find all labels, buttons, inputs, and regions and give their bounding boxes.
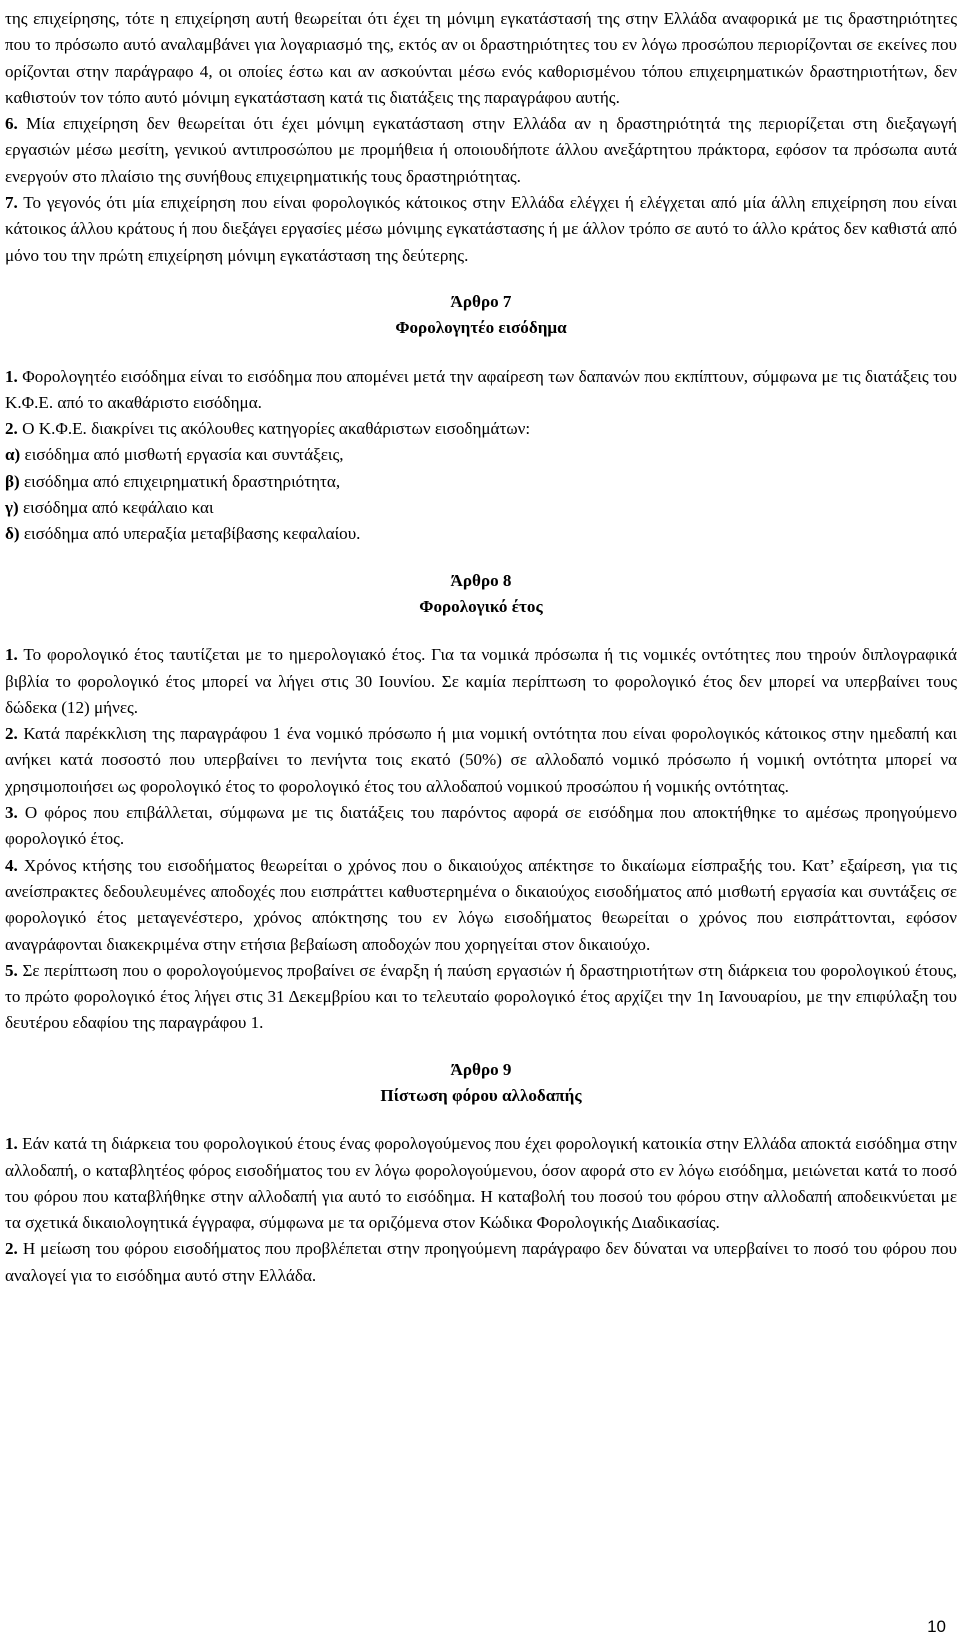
article-7-item-d <box>5 521 957 547</box>
paragraph-number: 6. <box>5 114 18 134</box>
article-9-heading: Άρθρο 9 <box>450 1059 512 1079</box>
item-text: εισόδημα από μισθωτή εργασία και συντάξεις, <box>24 445 344 465</box>
paragraph-number: 2. <box>5 419 18 439</box>
article-8-title: Φορολογικό έτος <box>419 596 543 616</box>
item-letter: α) <box>5 445 21 465</box>
article-8-paragraph-5 <box>5 958 957 1037</box>
paragraph-text: Το φορολογικό έτος ταυτίζεται με το ημερολογιακό έτος. Για τα νομικά πρόσωπα ή τις νομικές οντότητες που τηρούν διπλογραφικά βιβλία το φορολογικό έτος μπορεί να λήγει στις 30 Ιουνίου. Σε καμία περίπτωση το φορολογικό έτος δεν μπορεί να υπερβαίνει τους δώδεκα (12) μήνες. <box>5 645 958 717</box>
paragraph-text: Η μείωση του φόρου εισοδήματος που προβλέπεται στην προηγούμενη παράγραφο δεν δύναται να υπερβαίνει το ποσό του φόρου που αναλογεί για το εισόδημα αυτό στην Ελλάδα. <box>5 1239 957 1285</box>
paragraph-number: 3. <box>5 803 18 823</box>
paragraph-number: 1. <box>5 645 18 665</box>
page-number: 10 <box>927 1617 946 1636</box>
paragraph-number: 7. <box>5 193 18 213</box>
article-9-paragraph-1 <box>5 1131 957 1236</box>
paragraph-text: Μία επιχείρηση δεν θεωρείται ότι έχει μόνιμη εγκατάσταση στην Ελλάδα αν η δραστηριότητά της περιορίζεται στη διεξαγωγή εργασιών μέσω μεσίτη, γενικού αντιπροσώπου με προμήθεια ή οποιουδήποτε άλλου ανεξάρτητου πράκτορα, εφόσον τα πρόσωπα αυτά ενεργούν στο πλαίσιο της συνήθους επιχειρηματικής τους δραστηριότητας. <box>5 114 957 186</box>
paragraph-number: 1. <box>5 366 18 386</box>
paragraph-text: Φορολογητέο εισόδημα είναι το εισόδημα που απομένει μετά την αφαίρεση των δαπανών που εκπίπτουν, σύμφωνα με τις διατάξεις του Κ.Φ.Ε. από το ακαθάριστο εισόδημα. <box>5 366 957 412</box>
paragraph-text: Σε περίπτωση που ο φορολογούμενος προβαίνει σε έναρξη ή παύση εργασιών ή δραστηριοτήτων στη διάρκεια του φορολογικού έτους, το πρώτο φορολογικό έτος λήγει στις 31 Δεκεμβρίου και το τελευταίο φορολογικό έτος αρχίζει την 1η Ιανουαρίου, με την επιφύλαξη του δευτέρου εδαφίου της παραγράφου 1. <box>5 960 957 1033</box>
paragraph-7 <box>5 190 957 269</box>
article-8-paragraph-3 <box>5 800 957 853</box>
article-7-paragraph-1 <box>5 364 957 417</box>
item-text: εισόδημα από κεφάλαιο και <box>22 498 214 518</box>
article-8-heading: Άρθρο 8 <box>450 570 512 590</box>
item-letter: γ) <box>5 498 19 518</box>
paragraph-number: 1. <box>5 1134 18 1154</box>
paragraph-text: Χρόνος κτήσης του εισοδήματος θεωρείται ο χρόνος που ο δικαιούχος απέκτησε το δικαίωμα είσπραξής του. Κατ’ εξαίρεση, για τις ανείσπρακτες δεδουλευμένες αποδοχές που εισπράττει καθυστερημένα ο δικαιούχος εισοδήματος από μισθωτή εργασία και συντάξεις σε φορολογικό έτος μεταγενέστερο, χρόνος απόκτησης του εν λόγω εισοδήματος θεωρείται ο χρόνος που εισπράττονται, εφόσον αναγράφονται διακεκριμένα στην ετήσια βεβαίωση αποδοχών που χορηγείται στον δικαιούχο. <box>5 855 957 954</box>
paragraph-text: Ο φόρος που επιβάλλεται, σύμφωνα με τις διατάξεις του παρόντος αφορά σε εισόδημα που αποκτήθηκε το αμέσως προηγούμενο φορολογικό έτος. <box>5 803 957 849</box>
item-letter: β) <box>5 471 20 491</box>
article-7-item-b <box>5 469 957 495</box>
article-8-paragraph-2 <box>5 721 957 800</box>
paragraph-text: Εάν κατά τη διάρκεια του φορολογικού έτους ένας φορολογούμενος που έχει φορολογική κατοικία στην Ελλάδα αποκτά εισόδημα στην αλλοδαπή, ο καταβλητέος φόρος εισοδήματος του εν λόγω φορολογούμενου, όσον αφορά στο εν λόγω εισόδημα, μειώνεται κατά το ποσό του φόρου που καταβλήθηκε στην αλλοδαπή για αυτό το εισόδημα. Η καταβολή του ποσού του φόρου στην αλλοδαπή αποδεικνύεται με τα σχετικά δικαιολογητικά έγγραφα, σύμφωνα με τα οριζόμενα στον Κώδικα Φορολογικής Διαδικασίας. <box>5 1134 957 1233</box>
paragraph-text: Το γεγονός ότι μία επιχείρηση που είναι φορολογικός κάτοικος στην Ελλάδα ελέγχει ή ελέγχεται από μία άλλη επιχείρηση που είναι κάτοικος άλλου κράτους ή που διεξάγει εργασίες μέσω μόνιμης εγκατάστασης ή με άλλον τρόπο σε αυτό το άλλο κράτος δεν καθιστά από μόνο του την πρώτη επιχείρηση μόνιμη εγκατάσταση της δεύτερης. <box>5 193 957 265</box>
paragraph-text: Ο Κ.Φ.Ε. διακρίνει τις ακόλουθες κατηγορίες ακαθάριστων εισοδημάτων: <box>22 419 531 439</box>
paragraph-number: 5. <box>5 960 18 980</box>
item-text: εισόδημα από υπεραξία μεταβίβασης κεφαλαίου. <box>23 524 361 544</box>
article-8-paragraph-4 <box>5 853 957 958</box>
document-page <box>5 6 957 1289</box>
article-7-title: Φορολογητέο εισόδημα <box>395 318 567 338</box>
article-8-paragraph-1 <box>5 642 957 721</box>
article-9-paragraph-2 <box>5 1236 957 1289</box>
paragraph-6 <box>5 111 957 190</box>
paragraph-number: 4. <box>5 855 18 875</box>
article-7-item-a <box>5 442 957 468</box>
article-9-title: Πίστωση φόρου αλλοδαπής <box>380 1085 582 1105</box>
article-7-paragraph-2 <box>5 416 957 442</box>
article-7-heading: Άρθρο 7 <box>450 291 512 311</box>
paragraph-number: 2. <box>5 1239 18 1259</box>
intro-paragraph: της επιχείρησης, τότε η επιχείρηση αυτή θεωρείται ότι έχει τη μόνιμη εγκατάστασή της στην Ελλάδα αναφορικά με τις δραστηριότητες που το πρόσωπο αυτό αναλαμβάνει για λογαριασμό της, εκτός αν οι δραστηριότητες του εν λόγω προσώπου περιορίζονται σε εκείνες που ορίζονται στην παράγραφο 4, οι οποίες έστω και αν ασκούνται μέσω ενός καθορισμένου τόπου επιχειρηματικών δραστηριοτήτων, δεν καθιστούν τον τόπο αυτό μόνιμη εγκατάσταση κατά τις διατάξεις της παραγράφου αυτής. <box>5 9 957 107</box>
paragraph-number: 2. <box>5 724 18 744</box>
item-letter: δ) <box>5 524 20 544</box>
paragraph-text: Κατά παρέκκλιση της παραγράφου 1 ένα νομικό πρόσωπο ή μια νομική οντότητα που είναι φορολογικός κάτοικος στην ημεδαπή και ανήκει κατά ποσοστό που υπερβαίνει το πενήντα τοις εκατό (50%) σε αλλοδαπό νομικό πρόσωπο ή νομική οντότητα μπορεί να χρησιμοποιήσει ως φορολογικό έτος το φορολογικό έτος του αλλοδαπού νομικού προσώπου ή νομικής οντότητας. <box>5 724 957 796</box>
item-text: εισόδημα από επιχειρηματική δραστηριότητα, <box>23 471 341 491</box>
article-7-item-c <box>5 495 957 521</box>
